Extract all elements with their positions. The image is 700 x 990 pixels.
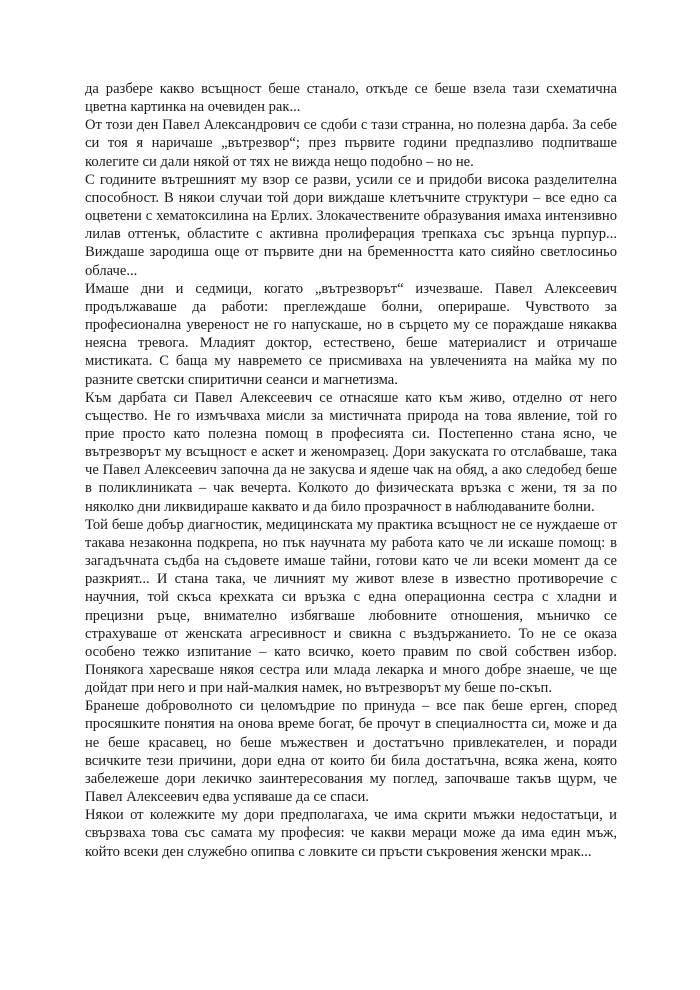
paragraph: Бранеше доброволното си целомъдрие по принуда – все пак беше ерген, според просяшките понятия на онова време богат, бе прочут в специалността си, може и да не беше красавец, но беше мъжествен и достатъчно привлекателен, и поради всичките тези причини, дори една от които би била достатъчна, всяка жена, която забележеше дори лекичко заинтересования му поглед, започваше такъв щурм, че Павел Алексеевич едва успяваше да се спаси. <box>85 698 617 806</box>
paragraph: Той беше добър диагностик, медицинската му практика всъщност не се нуждаеше от такава незаконна подкрепа, но пък научната му работа като че ли искаше помощ: в загадъчната съдба на съдовете имаше тайни, готови като че ли всеки момент да се разкрият... И стана така, че личният му живот влезе в известно противоречие с научния, той скъса крехката си връзка с една операционна сестра с хладни и прецизни ръце, внимателно избягваше любовните отношения, мъничко се страхуваше от женската агресивност и свикна с въздържанието. То не се оказа особено тежко изпитание – като всичко, което правим по свой собствен избор. Понякога харесваше някоя сестра или млада лекарка и много добре знаеше, че ще дойдат при него и при най-малкия намек, но вътрезворът му беше по-скъп. <box>85 516 617 697</box>
paragraph: Някои от колежките му дори предполагаха, че има скрити мъжки недостатъци, и свързваха това със самата му професия: че какви мераци може да има един мъж, който всеки ден служебно опипва с ловките си пръсти съкровения женски мрак... <box>85 807 617 860</box>
paragraph: Към дарбата си Павел Алексеевич се отнасяше като към живо, отделно от него същество. Не го измъчваха мисли за мистичната природа на това явление, той го прие просто като полезна помощ в професията си. Постепенно стана ясно, че вътрезворът му всъщност е аскет и женомразец. Дори закуската го отслабваше, така че Павел Алексеевич започна да не закусва и ядеше чак на обяд, а ако следобед беше в поликлиниката – чак вечерта. Колкото до физическата връзка с жени, тя за по няколко дни ликвидираше каквато и да било прозрачност в наблюдаваните болни. <box>85 389 617 515</box>
paragraph: От този ден Павел Александрович се сдоби с тази странна, но полезна дарба. За себе си тоя я наричаше „вътрезвор“; през първите години предпазливо подпитваше колегите си дали някой от тях не вижда нещо подобно – но не. <box>85 117 617 170</box>
body-text <box>85 80 617 861</box>
paragraph: да разбере какво всъщност беше станало, откъде се беше взела тази схематична цветна картинка на очевиден рак... <box>85 81 617 116</box>
paragraph: С годините вътрешният му взор се разви, усили се и придоби висока разделителна способност. В някои случаи той дори виждаше клетъчните структури – все едно са оцветени с хематоксилина на Ерлих. Злокачествените образувания имаха интензивно лилав оттенък, областите с активна пролиферация трепкаха със зрънца пурпур... Виждаше зародиша още от първите дни на бременността като сияйно светлосиньо облаче... <box>85 171 617 279</box>
paragraph: Имаше дни и седмици, когато „вътрезворът“ изчезваше. Павел Алексеевич продължаваше да работи: преглеждаше болни, оперираше. Чувството за професионална увереност не го напускаше, но в сърцето му се пораждаше някаква неясна тревога. Младият доктор, естествено, беше материалист и отричаше мистиката. С баща му навремето се присмиваха на увлеченията на майка му по разните светски спиритични сеанси и магнетизма. <box>85 280 617 388</box>
